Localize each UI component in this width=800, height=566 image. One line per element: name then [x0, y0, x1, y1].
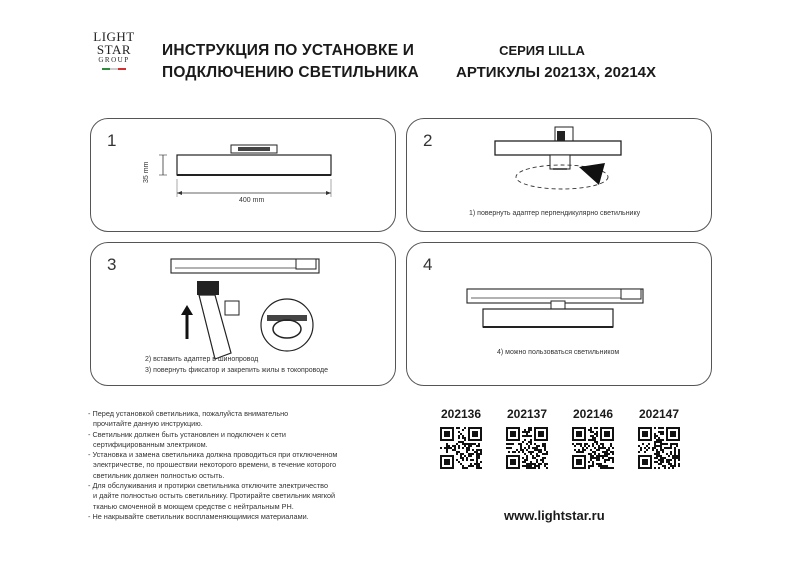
product-code-item [502, 407, 552, 474]
step-4-panel [406, 242, 712, 386]
articles-label: АРТИКУЛЫ 20213X, 20214X [456, 64, 657, 81]
product-code: 202147 [638, 407, 680, 421]
step-3-panel [90, 242, 396, 386]
note-line: сертифицированным электриком. [93, 439, 208, 449]
title-line-2: ПОДКЛЮЧЕНИЮ СВЕТИЛЬНИКА [162, 64, 419, 81]
note-line: - Светильник должен быть установлен и подключен к сети [88, 429, 286, 439]
note-line: - Перед установкой светильника, пожалуйста внимательно [88, 409, 289, 418]
note-line: - Не накрывайте светильник воспламеняющимися материалами. [88, 511, 309, 521]
note-line: и дайте полностью остыть светильнику. Протирайте светильник мягкой [93, 491, 336, 501]
product-code-item [436, 407, 486, 474]
product-code: 202137 [506, 407, 548, 421]
product-code: 202146 [572, 407, 614, 421]
qr-code-icon[interactable] [572, 427, 614, 469]
product-code-item [634, 407, 684, 474]
qr-code-icon[interactable] [440, 427, 482, 469]
qr-code-icon[interactable] [506, 427, 548, 469]
logo-line-3: GROUP [98, 56, 130, 64]
step-number: 1 [107, 131, 117, 150]
step-1-panel [90, 118, 396, 232]
luminaire-dimensions-diagram [91, 119, 397, 233]
step-3-caption-line-2: 3) повернуть фиксатор и закрепить жилы в токопроводе [145, 367, 328, 374]
website-link[interactable]: www.lightstar.ru [504, 508, 605, 523]
note-line: прочитайте данную инструкцию. [93, 419, 203, 429]
safety-notes [88, 409, 418, 522]
step-4-caption: 4) можно пользоваться светильником [497, 349, 620, 356]
note-line: электричестве, по прошествии некоторого времени, в течение которого [93, 460, 337, 470]
product-code-item [568, 407, 618, 474]
qr-code-icon[interactable] [638, 427, 680, 469]
step-2-caption: 1) повернуть адаптер перпендикулярно светильнику [469, 210, 641, 217]
insert-adapter-diagram [91, 243, 397, 387]
note-line: светильник должен полностью остыть. [93, 470, 225, 480]
step-number: 2 [423, 131, 433, 150]
note-line: тканью смоченной в моющем средстве с нейтральным PH. [93, 501, 294, 511]
note-line: - Для обслуживания и протирки светильника отключите электричество [88, 481, 329, 491]
logo-line-2: STAR [96, 42, 132, 57]
note-line: - Установка и замена светильника должна проводиться при отключенном [88, 450, 338, 460]
series-label: СЕРИЯ LILLA [499, 43, 585, 58]
step-2-panel [406, 118, 712, 232]
page-title [162, 40, 419, 84]
ready-to-use-diagram [407, 243, 713, 387]
dimension-width: 400 mm [239, 197, 265, 204]
step-3-caption-line-1: 2) вставить адаптер в шинопровод [145, 356, 259, 363]
dimension-height: 35 mm [143, 161, 150, 183]
logo-line-1: LIGHT [93, 29, 135, 44]
step-number: 3 [107, 255, 117, 274]
product-code: 202136 [440, 407, 482, 421]
title-line-1: ИНСТРУКЦИЯ ПО УСТАНОВКЕ И [162, 42, 415, 59]
italian-flag-icon [92, 68, 136, 70]
brand-logo [92, 30, 136, 92]
step-number: 4 [423, 255, 433, 274]
